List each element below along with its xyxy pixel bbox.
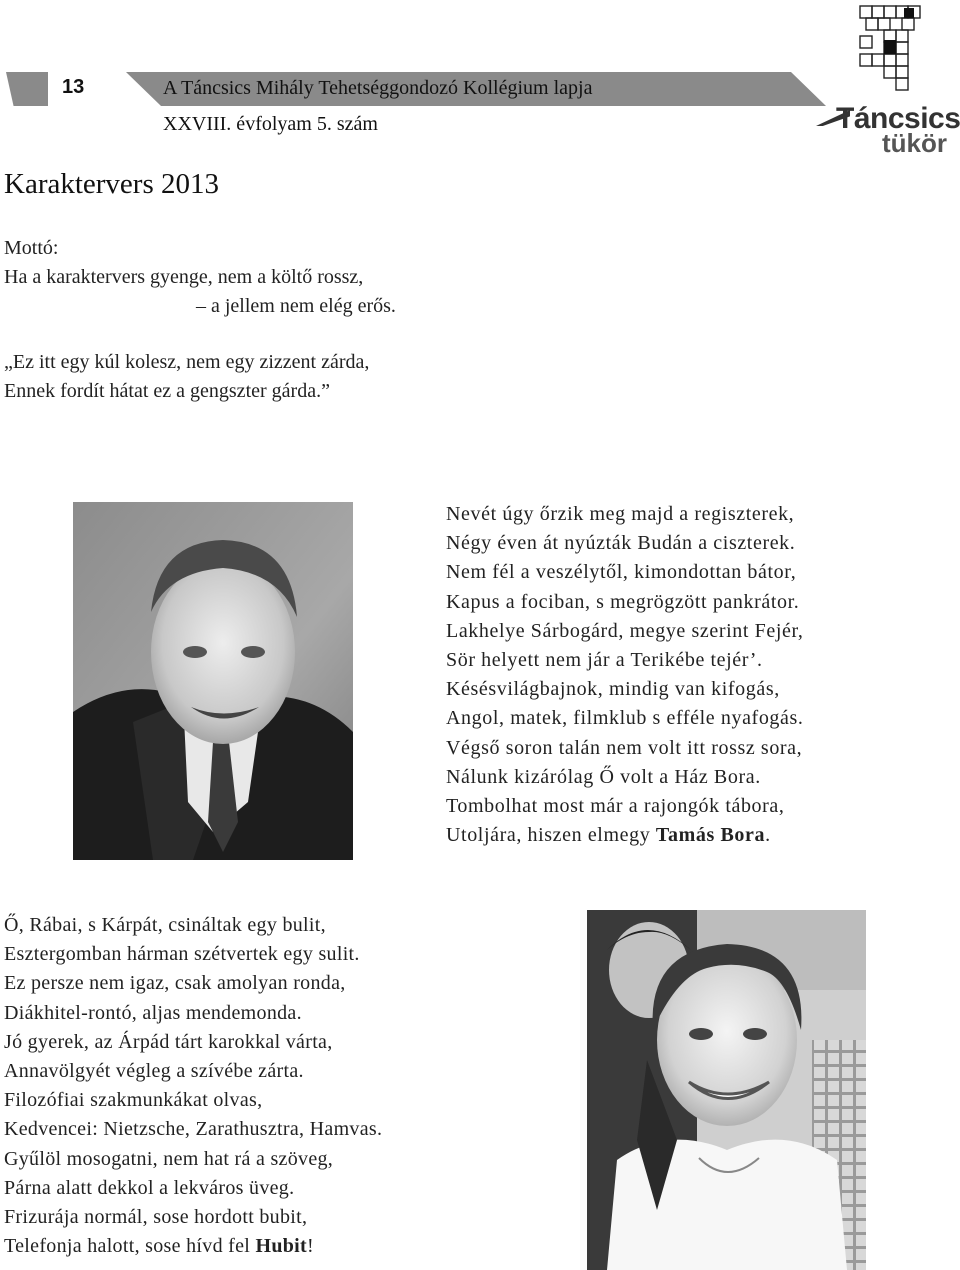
subject-name: Tamás Bora bbox=[655, 824, 766, 847]
poem-line: Kedvencei: Nietzsche, Zarathusztra, Hamvas. bbox=[4, 1118, 383, 1141]
poem-line: Jó gyerek, az Árpád tárt karokkal várta, bbox=[4, 1030, 333, 1053]
publication-title: A Táncsics Mihály Tehetséggondozó Kollégium lapja bbox=[163, 77, 593, 99]
poem-line: Nem fél a veszélytől, kimondottan bátor, bbox=[446, 561, 797, 584]
poem-tamas bbox=[446, 500, 804, 850]
poem-line: Tombolhat most már a rajongók tábora, bbox=[446, 795, 785, 818]
issue-number: XXVIII. évfolyam 5. szám bbox=[163, 113, 378, 135]
poem-line: Késésvilágbajnok, mindig van kifogás, bbox=[446, 678, 780, 701]
poem-line: Nevét úgy őrzik meg majd a regiszterek, bbox=[446, 503, 795, 525]
poem-line: Végső soron talán nem volt itt rossz sora, bbox=[446, 736, 803, 759]
poem-line: Esztergomban hárman szétvertek egy sulit. bbox=[4, 943, 360, 966]
subject-name: Hubit bbox=[255, 1235, 307, 1258]
poem-line: Filozófiai szakmunkákat olvas, bbox=[4, 1089, 263, 1112]
poem-line-prefix: Utoljára, hiszen elmegy bbox=[446, 824, 656, 847]
poem-line: Diákhitel-rontó, aljas mendemonda. bbox=[4, 1001, 302, 1024]
poem-hubi bbox=[4, 911, 382, 1261]
motto-label: Mottó: bbox=[4, 237, 59, 259]
cube-grid-logo-icon bbox=[856, 2, 928, 98]
intro-line: „Ez itt egy kúl kolesz, nem egy zizzent zárda, bbox=[4, 351, 370, 373]
motto-block bbox=[4, 234, 396, 321]
page-number: 13 bbox=[62, 76, 85, 98]
poem-line: Lakhelye Sárbogárd, megye szerint Fejér, bbox=[446, 619, 804, 642]
logo-subtitle: tükör bbox=[882, 128, 947, 158]
poem-last-line bbox=[446, 821, 804, 850]
portrait-photo-hubi bbox=[587, 910, 866, 1270]
poem-line: Nálunk kizárólag Ő volt a Ház Bora. bbox=[446, 765, 761, 788]
article-title: Karaktervers 2013 bbox=[4, 168, 219, 200]
poem-line-suffix: . bbox=[765, 824, 771, 847]
logo-name: Táncsics bbox=[836, 102, 960, 135]
motto-line: Ha a karaktervers gyenge, nem a költő rossz, bbox=[4, 266, 364, 288]
poem-line: Annavölgyét végleg a szívébe zárta. bbox=[4, 1060, 304, 1083]
portrait-photo-tamas bbox=[73, 502, 353, 860]
poem-line-prefix: Telefonja halott, sose hívd fel bbox=[4, 1235, 256, 1258]
poem-line: Ez persze nem igaz, csak amolyan ronda, bbox=[4, 972, 346, 995]
poem-line-suffix: ! bbox=[307, 1235, 314, 1258]
poem-line: Angol, matek, filmklub s efféle nyafogás. bbox=[446, 707, 804, 730]
poem-line: Frizurája normál, sose hordott bubit, bbox=[4, 1206, 308, 1229]
header-left-bar bbox=[6, 72, 48, 106]
motto-line: – a jellem nem elég erős. bbox=[196, 295, 396, 317]
poem-line: Kapus a fociban, s megrögzött pankrátor. bbox=[446, 590, 800, 613]
intro-line: Ennek fordít hátat ez a gengszter gárda.” bbox=[4, 380, 330, 402]
poem-last-line bbox=[4, 1232, 382, 1261]
poem-line: Ő, Rábai, s Kárpát, csináltak egy bulit, bbox=[4, 914, 326, 936]
poem-line: Gyűlöl mosogatni, nem hat rá a szöveg, bbox=[4, 1147, 334, 1170]
poem-line: Sör helyett nem jár a Terikébe tejér’. bbox=[446, 649, 763, 672]
intro-block bbox=[4, 348, 369, 406]
poem-line: Négy éven át nyúzták Budán a ciszterek. bbox=[446, 532, 796, 555]
poem-line: Párna alatt dekkol a lekváros üveg. bbox=[4, 1176, 295, 1199]
